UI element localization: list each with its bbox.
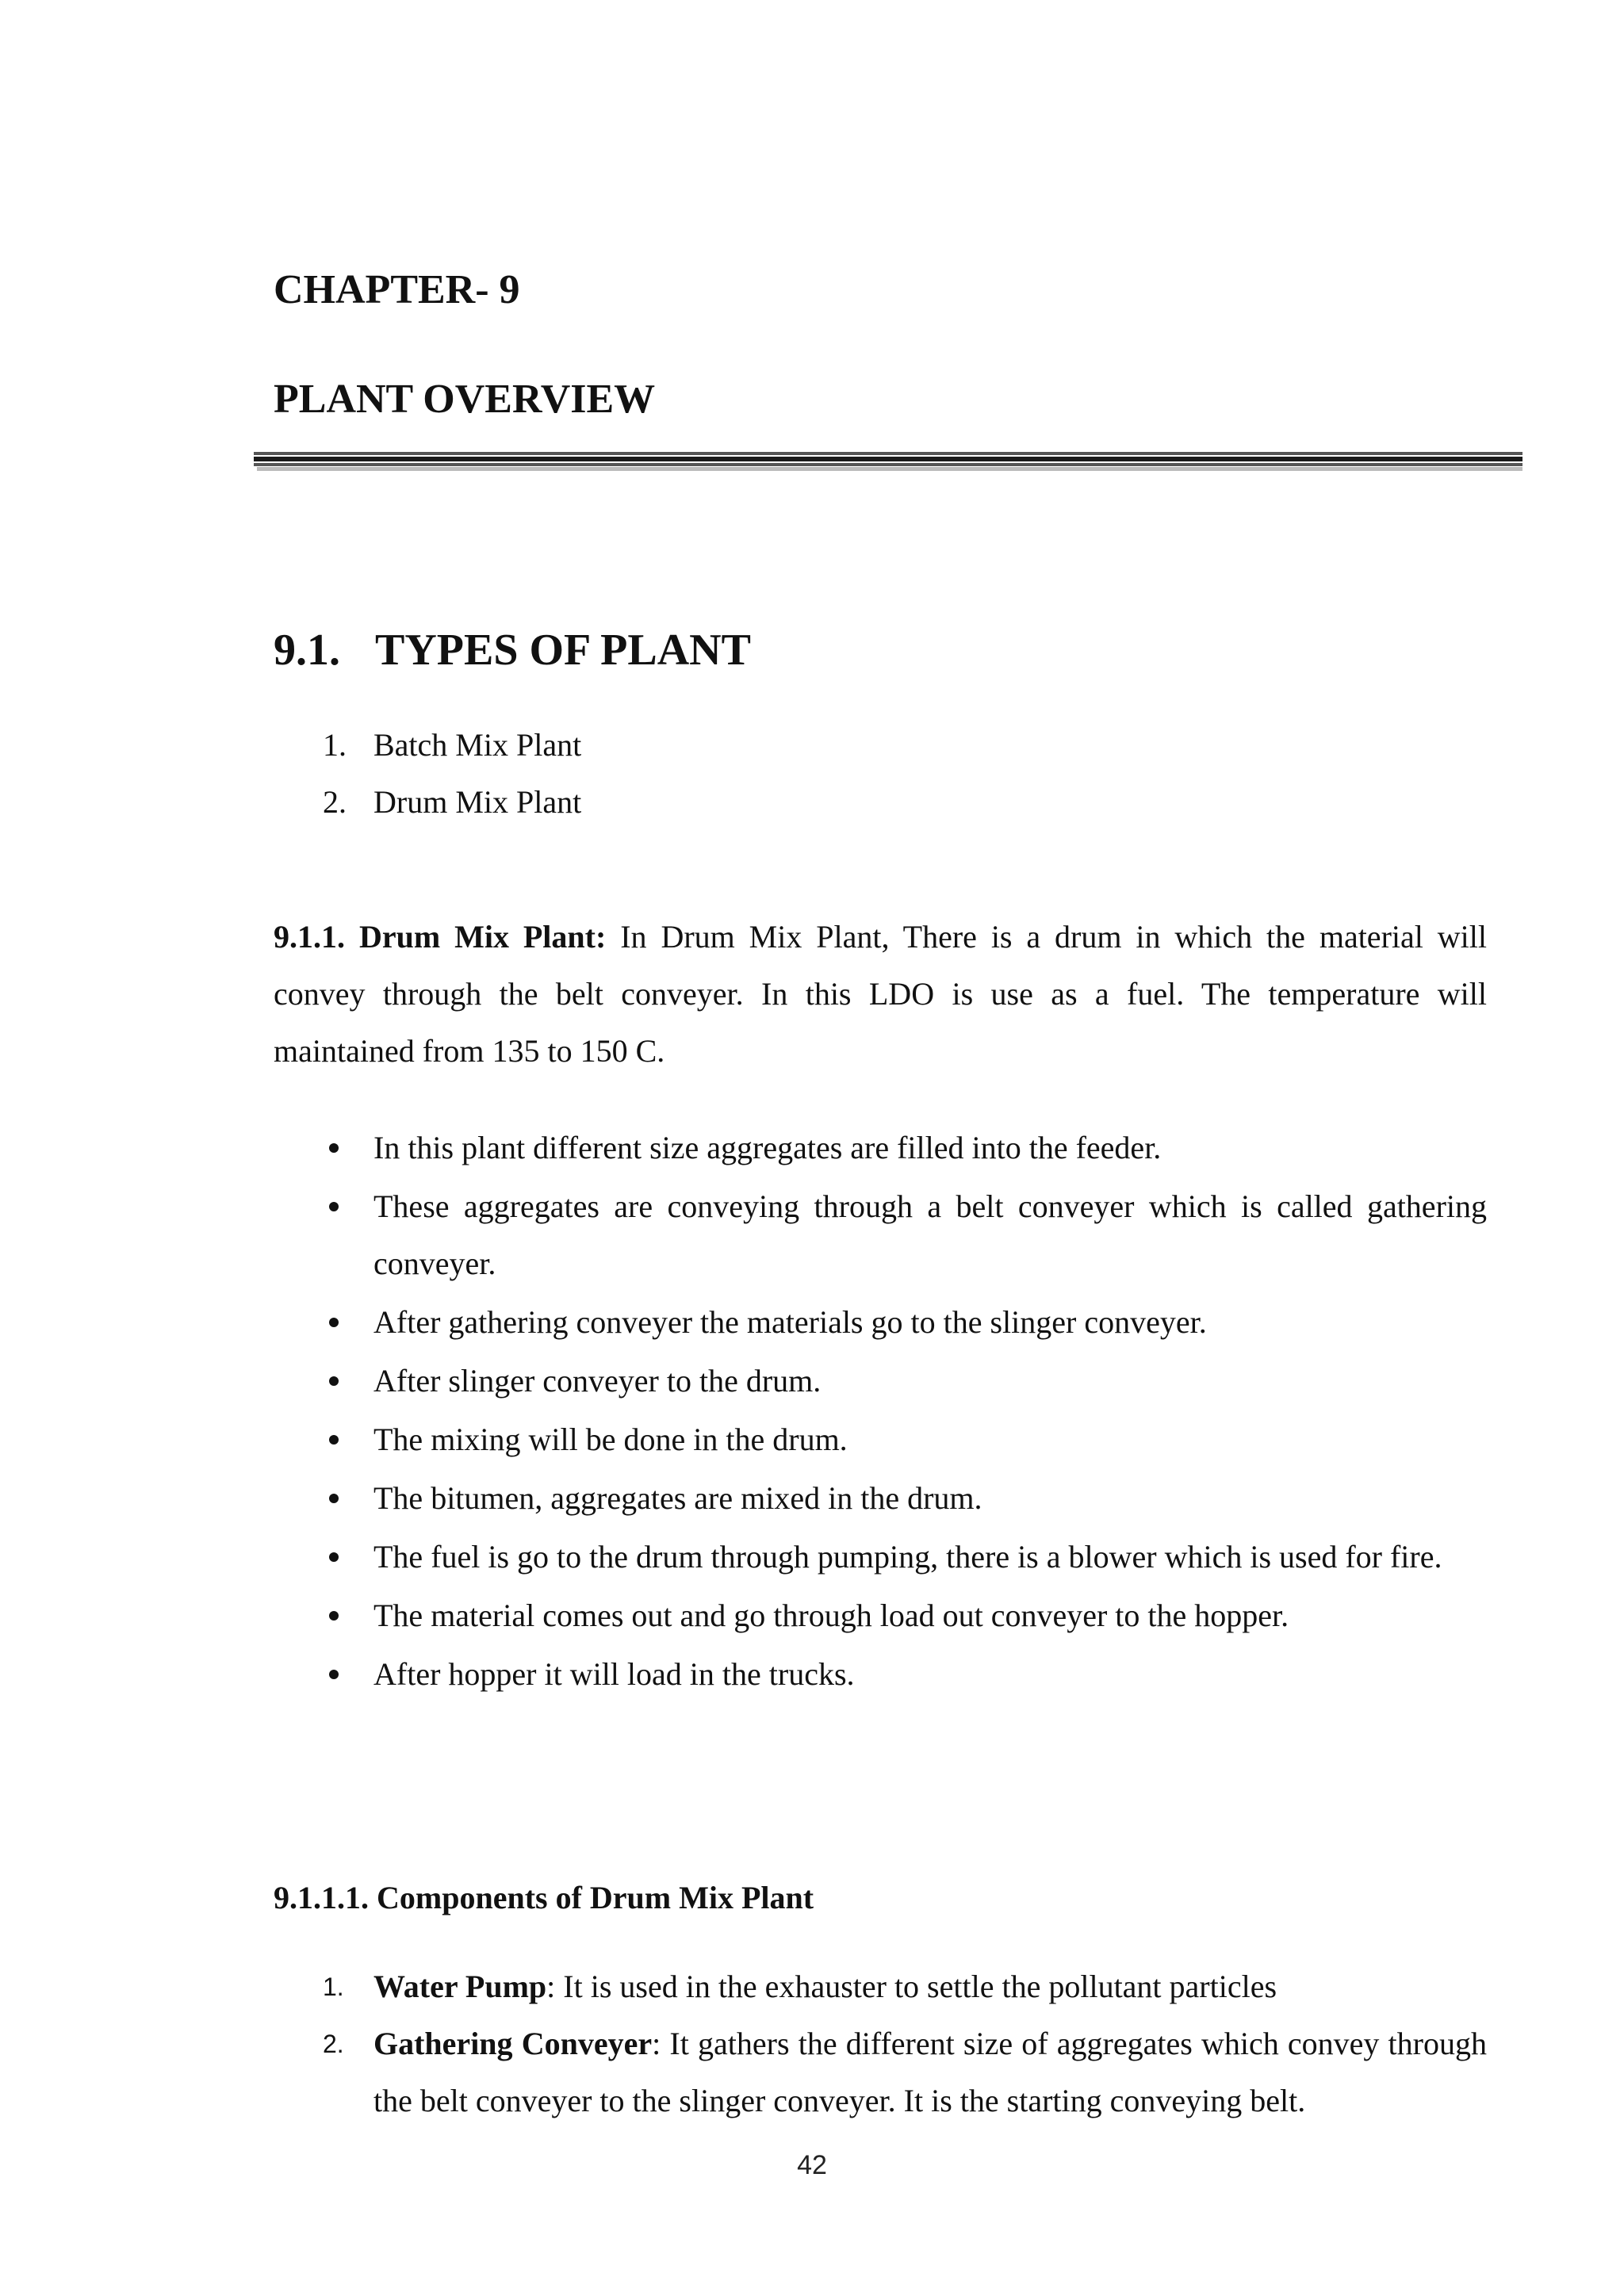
bullet-icon — [329, 1376, 339, 1386]
bullet-item — [274, 1470, 1487, 1527]
component-text: : It is used in the exhauster to settle the pollutant particles — [546, 1969, 1277, 2004]
bullet-item — [274, 1411, 1487, 1468]
bullet-item — [274, 1178, 1487, 1292]
component-number: 1. — [323, 1973, 344, 2001]
bullet-icon — [329, 1611, 339, 1621]
list-item-number: 1. — [323, 727, 347, 763]
bullet-text: In this plant different size aggregates are filled into the feeder. — [373, 1130, 1162, 1165]
components-list — [274, 1958, 1487, 2130]
subsection-number: 9.1.1. — [274, 919, 345, 955]
chapter-heading: CHAPTER- 9 — [274, 267, 520, 312]
list-item-number: 2. — [323, 784, 347, 820]
list-item — [274, 774, 1487, 831]
bullet-item — [274, 1294, 1487, 1351]
chapter-title: PLANT OVERVIEW — [274, 377, 656, 422]
bullet-icon — [329, 1435, 339, 1445]
component-item — [274, 2015, 1487, 2130]
drum-mix-paragraph — [274, 909, 1487, 1080]
bullet-text: The bitumen, aggregates are mixed in the drum. — [373, 1480, 982, 1516]
bullet-text: The fuel is go to the drum through pumping, there is a blower which is used for fire. — [373, 1539, 1442, 1575]
components-heading: 9.1.1.1. Components of Drum Mix Plant — [274, 1880, 814, 1915]
bullet-icon — [329, 1318, 339, 1327]
bullet-item — [274, 1119, 1487, 1177]
list-item-text: Drum Mix Plant — [373, 784, 582, 820]
bullet-text: The mixing will be done in the drum. — [373, 1422, 848, 1457]
component-item — [274, 1958, 1487, 2015]
page-number: 42 — [797, 2150, 827, 2180]
bullet-text: After gathering conveyer the materials go to the slinger conveyer. — [373, 1304, 1207, 1340]
bullet-item — [274, 1353, 1487, 1410]
bullet-item — [274, 1587, 1487, 1644]
bullet-icon — [329, 1670, 339, 1679]
bullet-icon — [329, 1494, 339, 1503]
list-item — [274, 717, 1487, 774]
section-heading — [274, 626, 751, 675]
bullet-text: After slinger conveyer to the drum. — [373, 1363, 822, 1399]
list-item-text: Batch Mix Plant — [373, 727, 582, 763]
bullet-icon — [329, 1552, 339, 1562]
subsection-heading: Drum Mix Plant: — [359, 919, 607, 955]
component-term: Water Pump — [373, 1969, 547, 2004]
section-number: 9.1. — [274, 626, 340, 675]
title-divider — [254, 452, 1522, 473]
bullet-icon — [329, 1202, 339, 1211]
bullet-icon — [329, 1143, 339, 1153]
bullet-text: These aggregates are conveying through a belt conveyer which is called gathering conveyer. — [373, 1188, 1487, 1281]
bullet-item — [274, 1529, 1487, 1586]
plant-types-list — [274, 717, 1487, 831]
component-number: 2. — [323, 2030, 344, 2058]
component-term: Gathering Conveyer — [373, 2026, 653, 2061]
bullet-item — [274, 1646, 1487, 1703]
subsection-text: In Drum Mix Plant, There is a drum in which the material will convey through the belt conveyer. In this LDO is use as a fuel. The temperature will maintained from 135 to 150 C. — [274, 919, 1487, 1069]
component-text: : It gathers the different size of aggregates which convey through the belt conveyer to the slinger conveyer. It is the starting conveying belt. — [373, 2026, 1487, 2118]
section-title: TYPES OF PLANT — [375, 626, 751, 675]
bullet-text: After hopper it will load in the trucks. — [373, 1656, 855, 1692]
process-bullet-list — [274, 1119, 1487, 1705]
bullet-text: The material comes out and go through load out conveyer to the hopper. — [373, 1598, 1289, 1633]
